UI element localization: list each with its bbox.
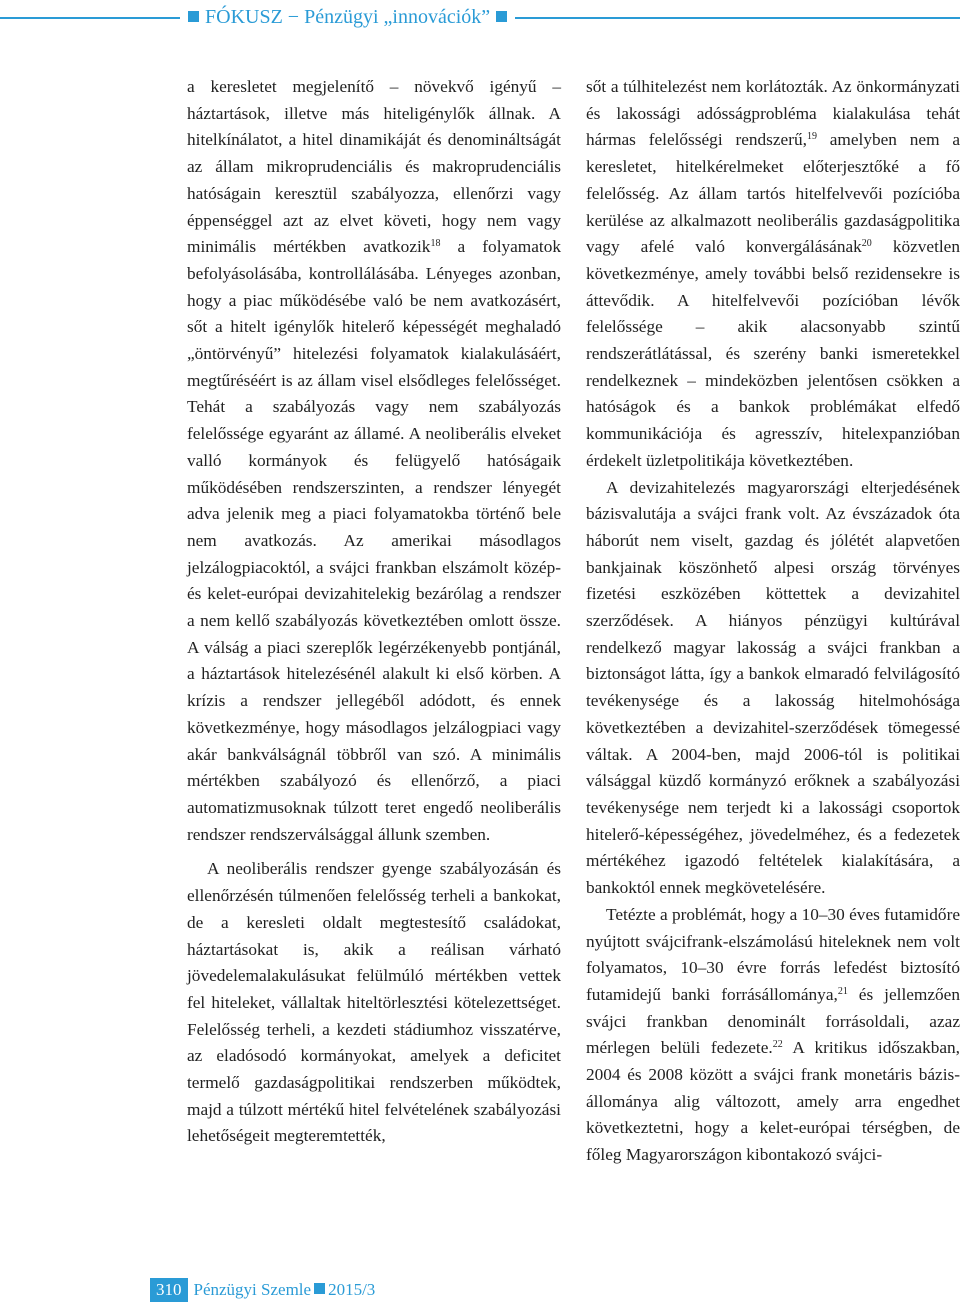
page-number: 310: [150, 1278, 188, 1302]
footnote-ref: 19: [806, 131, 817, 143]
page-footer: [150, 1278, 375, 1302]
square-bullet-icon: [188, 11, 199, 22]
footnote-ref: 22: [772, 1039, 783, 1051]
left-column: [187, 74, 561, 1150]
square-bullet-icon: [496, 11, 507, 22]
right-column: [586, 74, 960, 1169]
footnote-ref: 20: [861, 238, 872, 250]
paragraph: Tetézte a problémát, hogy a 10–30 éves futamidőre nyújtott svájcifrank-elszámolású hiteleknek nem volt folyamatos, 10–30 évre forrás lefedést biztosító futamidejű banki forrásállománya,$^{21}$ és jellemzően svájci frankban denominált forrásoldali, azaz mérlegen belüli fedezete.$^{22}$ A kritikus időszakban, 2004 és 2008 között a svájci frank monetáris bázis-állománya alig változott, amely arra engedhet következtetni, hogy a kelet-európai térségben, de főleg Magyarországon kibontakozó svájci-: [586, 904, 960, 1165]
paragraph: A devizahitelezés magyarországi elterjedésének bázisvalutája a svájci frank volt. Az évszázadok óta háborút nem viselt, gazdag és jólétét alapvetően bankjainak köszönhető alpesi ország törvényes fizetési eszközében köttettek a devizahitel szerződések. A hiányos pénzügyi kultúrával rendelkező magyar lakosság a svájci frankban a biztonságot látta, így a bankok elmaradó felvilágosító tevékenysége és a lakosság hitelmohósága következtében a devizahitel-szerződések tömegessé váltak. A 2004-ben, majd 2006-tól is politikai válsággal küzdő kormányzó erőknek a szabályozási tevékenysége nem terjedt ki a lakossági csoportok hitelerő-képességéhez, jövedelméhez, és a fedezetek mértékéhez igazodó feltételek kialakítására, a bankoktól ennek megkövetelésére.: [586, 477, 960, 898]
square-bullet-icon: [314, 1283, 325, 1294]
header-title: FÓKUSZ − Pénzügyi „innovációk”: [205, 6, 491, 28]
header-title-block: [180, 4, 515, 30]
paragraph: A neoliberális rendszer gyenge szabályozásán és ellenőrzésén túlmenően felelősség terheli a bankokat, de a keresleti oldalt megtestesítő családokat, háztartásokat is, akik a reálisan várható jövedelemalakulásukat felülmúló mértékben vettek fel hiteleket, vállaltak hiteltörlesztési kötelezettséget. Felelősség terheli, a kezdeti stádiumhoz visszatérve, az eladósodó kormányokat, amelyek a deficitet termelő gazdaságpolitikai rendszerben működtek, majd a túlzott mértékű hitel felvételének szabályozási lehetőségeit megteremtették,: [187, 859, 561, 1146]
footnote-ref: 21: [837, 985, 848, 997]
journal-name: Pénzügyi Szemle: [193, 1280, 312, 1299]
footnote-ref: 18: [430, 238, 441, 250]
journal-issue: 2015/3: [328, 1280, 376, 1299]
running-header: [0, 0, 960, 40]
paragraph: sőt a túlhitelezést nem korlátozták. Az önkormányzati és lakossági adósságprobléma kialakulása tehát hármas felelősségi rendszerű,$^{19}$ amelyben nem a keresletet, hitelkérelmeket előterjesztőké a fő felelősség. Az állam tartós hitelfelvevői pozícióba kerülése az alkalmazott neoliberális gazdaságpolitika vagy afelé való konvergálásának$^{20}$ közvetlen következménye, amely további belső rezidensekre is áttevődik. A hitelfelvevői pozícióban lévők felelőssége – akik alacsonyabb szintű rendszerátlátással, és szerény banki ismeretekkel rendelkeznek – mindeközben jelentősen csökken a hatóságok és a bankok problémákat elfedő kommunikációja és agresszív, hitelexpanzióban érdekelt üzletpolitikája következtében.: [586, 77, 960, 470]
paragraph: a keresletet megjelenítő – növekvő igényű – háztartások, illetve más hiteligénylők állnak. A hitelkínálatot, a hitel dinamikáját és denomináltságát az állam mikroprudenciális és makroprudenciális hatóságain keresztül szabályozza, ellenőrzi vagy éppenséggel azt az elvet követi, hogy nem vagy minimális mértékben avatkozik$^{18}$ a folyamatok befolyásolásába, kontrollálásába. Lényeges azonban, hogy a piac működésébe való be nem avatkozásért, sőt a hitelt igénylők hitelerő képességét meghaladó „öntörvényű” hitelezési folyamatok kialakulásáért, megtűréséért is az állam visel elsődleges felelősséget. Tehát a szabályozás vagy nem szabályozás felelőssége egyaránt az államé. A neoliberális elveket valló kormányok és felügyelő hatóságaik működésében rendszerszinten, a rendszer lényegét adva jelenik meg a piaci folyamatokba történő bele nem avatkozás. Az amerikai másodlagos jelzálogpiacoktól, a svájci frankban elszámolt közép- és kelet-európai devizahitelekig bezárólag a rendszer a nem kellő szabályozás következtében omlott össze. A válság a piaci szereplők legérzékenyebb pontjánál, a háztartások hitelezésénél alakult ki első körben. A krízis a rendszer jellegéből adódott, és ennek következménye, hogy másodlagos jelzálogpiaci vagy akár bankválságnál többről van szó. A minimális mértékben szabályozó és ellenőrző, a piaci automatizmusoknak túlzott teret engedő neoliberális rendszer rendszerválsággal állunk szemben.: [187, 77, 562, 844]
